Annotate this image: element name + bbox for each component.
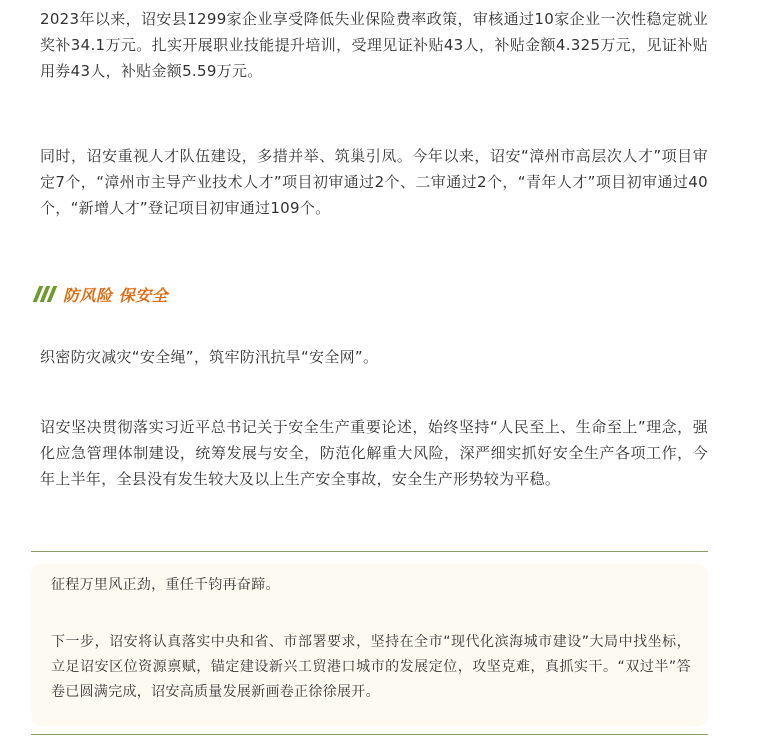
section-heading-text: 防风险 保安全 <box>63 285 169 305</box>
paragraph-safety-intro: 织密防灾减灾“安全绳”，筑牢防汛抗旱“安全网”。 <box>40 348 379 366</box>
summary-box <box>31 564 708 726</box>
summary-divider-top <box>31 551 708 552</box>
section-heading <box>36 280 168 308</box>
paragraph-talent-building: 同时，诏安重视人才队伍建设，多措并举、筑巢引凤。今年以来，诏安“漳州市高层次人才”项目审定7个，“漳州市主导产业技术人才”项目初审通过2个、二审通过2个，“青年人才”项目初审通过40个，“新增人才”登记项目初审通过109个。 <box>40 147 708 217</box>
slash-decoration-icon <box>36 286 57 302</box>
summary-next-steps: 下一步，诏安将认真落实中央和省、市部署要求，坚持在全市“现代化滨海城市建设”大局中找坐标，立足诏安区位资源禀赋，锚定建设新兴工贸港口城市的发展定位，攻坚克难，真抓实干。“双过半”答卷已圆满完成，诏安高质量发展新画卷正徐徐展开。 <box>51 634 691 700</box>
summary-divider-bottom <box>31 734 708 735</box>
summary-slogan: 征程万里风正劲，重任千钧再奋蹄。 <box>51 577 280 593</box>
paragraph-employment-subsidy: 2023年以来，诏安县1299家企业享受降低失业保险费率政策，审核通过10家企业一次性稳定就业奖补34.1万元。扎实开展职业技能提升培训，受理见证补贴43人，补贴金额4.325万元，见证补贴用券43人，补贴金额5.59万元。 <box>40 10 708 80</box>
paragraph-safety-production: 诏安坚决贯彻落实习近平总书记关于安全生产重要论述，始终坚持“人民至上、生命至上”理念，强化应急管理体制建设，统筹发展与安全，防范化解重大风险，深严细实抓好安全生产各项工作，今年上半年，全县没有发生较大及以上生产安全事故，安全生产形势较为平稳。 <box>40 418 708 488</box>
